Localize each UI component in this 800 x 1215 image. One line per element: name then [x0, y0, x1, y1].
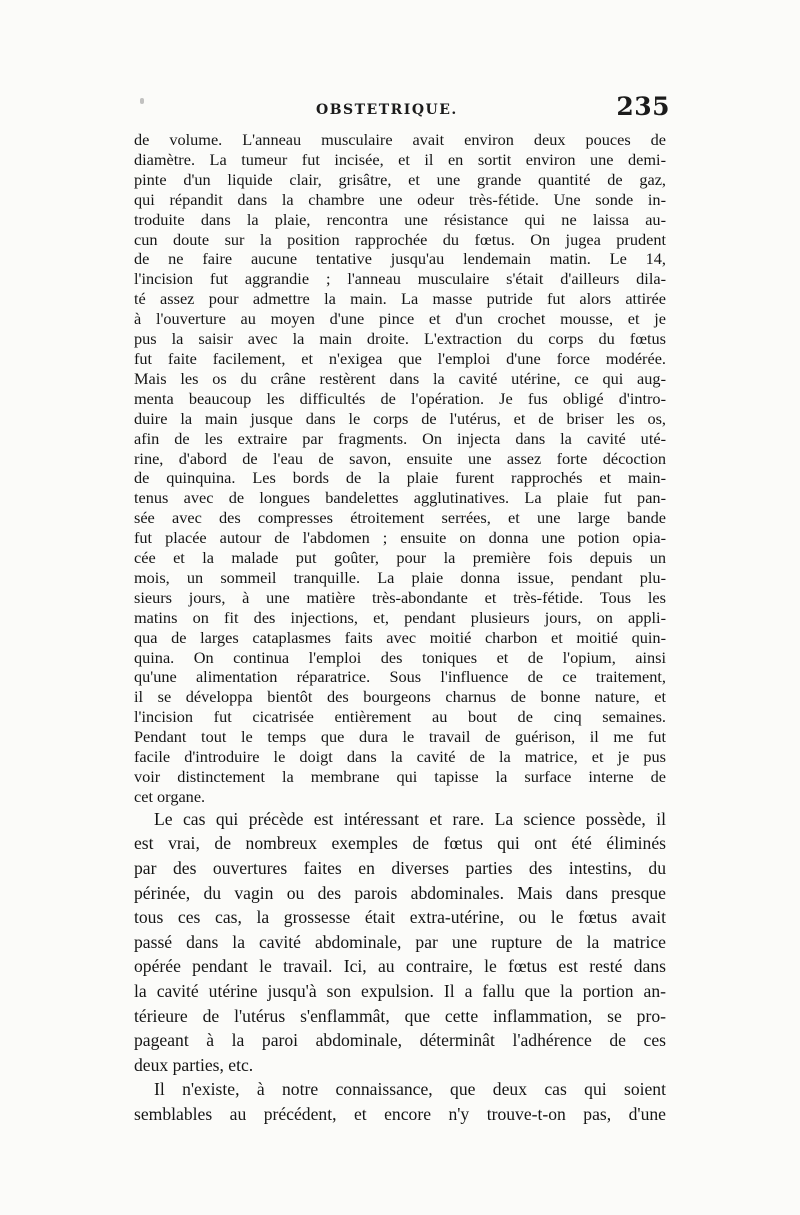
text-line: de ne faire aucune tentative jusqu'au lendemain matin. Le 14,: [134, 249, 666, 269]
text-line: qu'une alimentation réparatrice. Sous l'influence de ce traitement,: [134, 667, 666, 687]
text-line: qui répandit dans la chambre une odeur très-fétide. Une sonde in-: [134, 189, 666, 209]
text-line: à l'ouverture au moyen d'une pince et d'un crochet mousse, et je: [134, 309, 666, 329]
text-line: l'incision fut cicatrisée entièrement au bout de cinq semaines.: [134, 707, 666, 727]
text-line: fut placée autour de l'abdomen ; ensuite on donna une potion opia-: [134, 528, 666, 548]
text-line: Pendant tout le temps que dura le travail de guérison, il me fut: [134, 727, 666, 747]
text-line: troduite dans la plaie, rencontra une résistance qui ne laissa au-: [134, 209, 666, 229]
text-line: duire la main jusque dans le corps de l'utérus, et de briser les os,: [134, 408, 666, 428]
commentary-paragraphs: [134, 807, 666, 1127]
text-line: térieure de l'utérus s'enflammât, que cette inflammation, se pro-: [134, 1005, 666, 1026]
text-line: périnée, du vagin ou des parois abdominales. Mais dans presque: [134, 882, 666, 903]
text-line: l'incision fut aggrandie ; l'anneau musculaire s'était d'ailleurs dila-: [134, 269, 666, 289]
text-line: Le cas qui précède est intéressant et rare. La science possède, il: [154, 808, 666, 829]
text-line: la cavité utérine jusqu'à son expulsion. Il a fallu que la portion an-: [134, 980, 666, 1001]
text-line: menta beaucoup les difficultés de l'opération. Je fus obligé d'intro-: [134, 388, 666, 408]
text-line: facile d'introduire le doigt dans la cavité de la matrice, et je pus: [134, 747, 666, 767]
text-line: tenus avec de longues bandelettes agglutinatives. La plaie fut pan-: [134, 488, 666, 508]
text-line: fut faite facilement, et n'exigea que l'emploi d'une force modérée.: [134, 348, 666, 368]
text-line: semblables au précédent, et encore n'y trouve-t-on pas, d'une: [134, 1103, 666, 1124]
text-line: rine, d'abord de l'eau de savon, ensuite une assez forte décoction: [134, 448, 666, 468]
text-line: qua de larges cataplasmes faits avec moitié charbon et moitié quin-: [134, 627, 666, 647]
body-text: [134, 130, 666, 1127]
text-line: de quinquina. Les bords de la plaie furent rapprochés et main-: [134, 468, 666, 488]
text-line: il se développa bientôt des bourgeons charnus de bonne nature, et: [134, 687, 666, 707]
text-line: cet organe.: [134, 786, 206, 806]
text-line: Mais les os du crâne restèrent dans la cavité utérine, ce qui aug-: [134, 368, 666, 388]
page-number: 235: [616, 92, 670, 121]
text-line: mois, un sommeil tranquille. La plaie donna issue, pendant plu-: [134, 567, 666, 587]
text-line: pus la saisir avec la main droite. L'extraction du corps du fœtus: [134, 329, 666, 349]
text-line: quina. On continua l'emploi des toniques et de l'opium, ainsi: [134, 647, 666, 667]
text-line: cun doute sur la position rapprochée du fœtus. On jugea prudent: [134, 229, 666, 249]
text-line: Il n'existe, à notre connaissance, que deux cas qui soient: [154, 1079, 666, 1100]
text-line: cée et la malade put goûter, pour la première fois depuis un: [134, 548, 666, 568]
text-line: passé dans la cavité abdominale, par une rupture de la matrice: [134, 931, 666, 952]
running-title: OBSTETRIQUE.: [316, 102, 458, 118]
text-line: voir distinctement la membrane qui tapisse la surface interne de: [134, 767, 666, 786]
text-line: pageant à la paroi abdominale, déterminât l'adhérence de ces: [134, 1030, 666, 1051]
text-line: opérée pendant le travail. Ici, au contraire, le fœtus est resté dans: [134, 956, 666, 977]
text-line: té assez pour admettre la main. La masse putride fut alors attirée: [134, 289, 666, 309]
paragraph: [134, 807, 666, 1078]
text-line: est vrai, de nombreux exemples de fœtus qui ont été éliminés: [134, 833, 666, 854]
paragraph: [134, 130, 666, 807]
text-line: sée avec des compresses étroitement serrées, et une large bande: [134, 508, 666, 528]
case-report-paragraph: [134, 130, 666, 807]
text-line: sieurs jours, à une matière très-abondante et très-fétide. Tous les: [134, 587, 666, 607]
text-line: de volume. L'anneau musculaire avait environ deux pouces de: [134, 130, 666, 149]
text-line: tous ces cas, la grossesse était extra-utérine, ou le fœtus avait: [134, 907, 666, 928]
text-line: matins on fit des injections, et, pendant plusieurs jours, on appli-: [134, 607, 666, 627]
text-line: pinte d'un liquide clair, grisâtre, et une grande quantité de gaz,: [134, 169, 666, 189]
text-line: afin de les extraire par fragments. On injecta dans la cavité uté-: [134, 428, 666, 448]
text-line: deux parties, etc.: [134, 1054, 254, 1075]
text-line: diamètre. La tumeur fut incisée, et il en sortit environ une demi-: [134, 149, 666, 169]
running-head: [136, 92, 670, 122]
paragraph: [134, 1077, 666, 1126]
text-line: par des ouvertures faites en diverses parties des intestins, du: [134, 858, 666, 878]
